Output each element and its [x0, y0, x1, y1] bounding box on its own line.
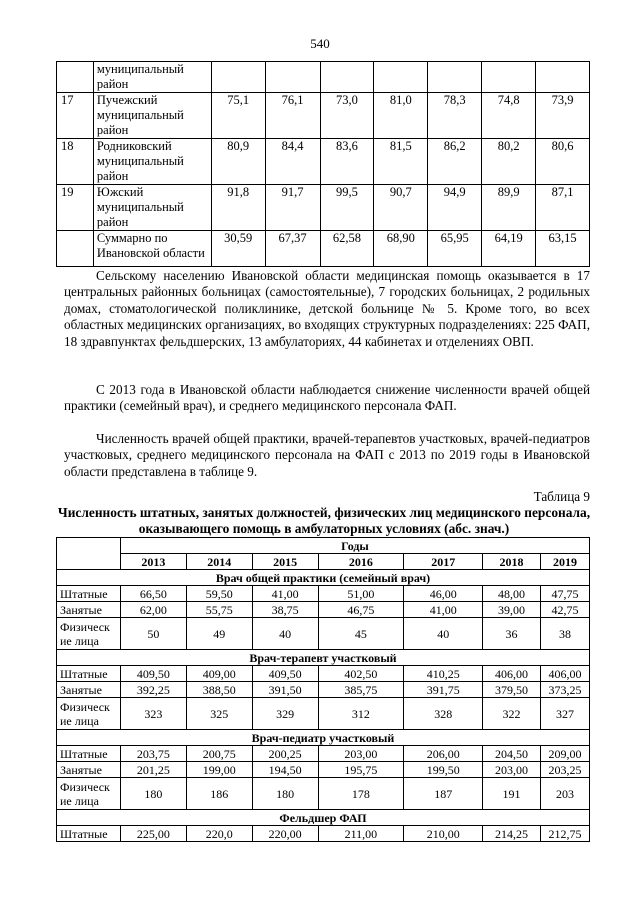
value-cell: 66,50: [120, 586, 186, 602]
value-cell: 195,75: [318, 762, 404, 778]
value-cell: 199,00: [186, 762, 252, 778]
value-cell: 214,25: [483, 826, 541, 842]
value-cell: 312: [318, 698, 404, 730]
value-cell: 64,19: [482, 231, 536, 267]
row-label: Занятые: [57, 682, 121, 698]
row-label: Штатные: [57, 826, 121, 842]
value-cell: 91,7: [265, 185, 320, 231]
value-cell: 74,8: [482, 93, 536, 139]
value-cell: 49: [186, 618, 252, 650]
table-row: [57, 698, 590, 730]
value-cell: [482, 62, 536, 93]
paragraph-rural-care: Сельскому населению Ивановской области медицинская помощь оказывается в 17 центральных районных больницах (самостоятельные), 7 городских больницах, 2 родильных домах, стоматологической поликлинике, детской больнице № 5. Кроме того, во всех областных медицинских организациях, во входящих структурных подразделениях: 225 ФАП, 18 здравпунктах фельдшерских, 13 амбулаториях, 44 кабинетах и отделениях ОВП.: [64, 268, 590, 349]
section-header: [57, 650, 590, 666]
row-label: Штатные: [57, 666, 121, 682]
value-cell: 86,2: [428, 139, 482, 185]
row-label: Физическ ие лица: [57, 778, 121, 810]
district-name: Южский муниципальный район: [93, 185, 211, 231]
table-row: [57, 762, 590, 778]
row-number: 18: [57, 139, 94, 185]
value-cell: 180: [120, 778, 186, 810]
year-header: 2016: [318, 554, 404, 570]
value-cell: 40: [404, 618, 483, 650]
row-label: Физическ ие лица: [57, 618, 121, 650]
value-cell: 191: [483, 778, 541, 810]
value-cell: 206,00: [404, 746, 483, 762]
value-cell: 328: [404, 698, 483, 730]
value-cell: 406,00: [541, 666, 590, 682]
section-header: [57, 570, 590, 586]
row-number: 17: [57, 93, 94, 139]
section-title: Фельдшер ФАП: [57, 810, 590, 826]
value-cell: 178: [318, 778, 404, 810]
value-cell: 41,00: [252, 586, 318, 602]
table-row: [57, 826, 590, 842]
value-cell: 210,00: [404, 826, 483, 842]
value-cell: 410,25: [404, 666, 483, 682]
value-cell: 91,8: [211, 185, 265, 231]
value-cell: 73,9: [536, 93, 590, 139]
value-cell: 325: [186, 698, 252, 730]
table-row: [57, 746, 590, 762]
value-cell: [320, 62, 374, 93]
table-row: [57, 666, 590, 682]
corner-cell: [57, 538, 121, 570]
value-cell: 81,0: [374, 93, 428, 139]
value-cell: 62,58: [320, 231, 374, 267]
value-cell: 200,75: [186, 746, 252, 762]
value-cell: 45: [318, 618, 404, 650]
value-cell: 203,00: [483, 762, 541, 778]
value-cell: 94,9: [428, 185, 482, 231]
value-cell: 78,3: [428, 93, 482, 139]
year-header: 2015: [252, 554, 318, 570]
value-cell: 80,9: [211, 139, 265, 185]
value-cell: 409,00: [186, 666, 252, 682]
value-cell: 409,50: [252, 666, 318, 682]
value-cell: 203,25: [541, 762, 590, 778]
table-row: [57, 185, 590, 231]
value-cell: 186: [186, 778, 252, 810]
value-cell: 46,00: [404, 586, 483, 602]
header-row: [57, 538, 590, 554]
value-cell: 65,95: [428, 231, 482, 267]
value-cell: 41,00: [404, 602, 483, 618]
table-row: [57, 586, 590, 602]
value-cell: 211,00: [318, 826, 404, 842]
value-cell: 62,00: [120, 602, 186, 618]
value-cell: 409,50: [120, 666, 186, 682]
value-cell: 225,00: [120, 826, 186, 842]
district-name: Суммарно по Ивановской области: [93, 231, 211, 267]
section-header: [57, 810, 590, 826]
value-cell: 194,50: [252, 762, 318, 778]
paragraph-table-ref: Численность врачей общей практики, врачей-терапевтов участковых, врачей-педиатров участковых, среднего медицинского персонала на ФАП с 2013 по 2019 годы в Ивановской области представлена в таблице 9.: [64, 431, 590, 479]
table-row: [57, 139, 590, 185]
value-cell: 199,50: [404, 762, 483, 778]
district-name: Родниковский муниципальный район: [93, 139, 211, 185]
value-cell: [428, 62, 482, 93]
district-name: Пучежский муниципальный район: [93, 93, 211, 139]
value-cell: 379,50: [483, 682, 541, 698]
row-number: [57, 62, 94, 93]
value-cell: 392,25: [120, 682, 186, 698]
district-name: муниципальный район: [93, 62, 211, 93]
years-row: [57, 554, 590, 570]
value-cell: 373,25: [541, 682, 590, 698]
value-cell: [536, 62, 590, 93]
row-label: Штатные: [57, 746, 121, 762]
value-cell: 385,75: [318, 682, 404, 698]
value-cell: 402,50: [318, 666, 404, 682]
value-cell: 80,6: [536, 139, 590, 185]
value-cell: 329: [252, 698, 318, 730]
value-cell: 47,75: [541, 586, 590, 602]
paragraph-decline: С 2013 года в Ивановской области наблюдается снижение численности врачей общей практики (семейный врач), и среднего медицинского персонала ФАП.: [64, 382, 590, 414]
value-cell: 220,0: [186, 826, 252, 842]
staff-table: [56, 537, 590, 842]
table-row: [57, 231, 590, 267]
section-header: [57, 730, 590, 746]
value-cell: 327: [541, 698, 590, 730]
table-row: [57, 778, 590, 810]
value-cell: 391,75: [404, 682, 483, 698]
value-cell: 89,9: [482, 185, 536, 231]
value-cell: [265, 62, 320, 93]
table-row: [57, 618, 590, 650]
value-cell: 68,90: [374, 231, 428, 267]
value-cell: [374, 62, 428, 93]
value-cell: 209,00: [541, 746, 590, 762]
value-cell: 59,50: [186, 586, 252, 602]
value-cell: 76,1: [265, 93, 320, 139]
section-title: Врач-педиатр участковый: [57, 730, 590, 746]
row-label: Физическ ие лица: [57, 698, 121, 730]
value-cell: 55,75: [186, 602, 252, 618]
value-cell: 220,00: [252, 826, 318, 842]
year-header: 2014: [186, 554, 252, 570]
value-cell: 187: [404, 778, 483, 810]
value-cell: 80,2: [482, 139, 536, 185]
value-cell: 391,50: [252, 682, 318, 698]
value-cell: 406,00: [483, 666, 541, 682]
value-cell: 36: [483, 618, 541, 650]
value-cell: 322: [483, 698, 541, 730]
value-cell: 39,00: [483, 602, 541, 618]
value-cell: 203: [541, 778, 590, 810]
value-cell: 63,15: [536, 231, 590, 267]
section-title: Врач общей практики (семейный врач): [57, 570, 590, 586]
year-header: 2019: [541, 554, 590, 570]
value-cell: 388,50: [186, 682, 252, 698]
value-cell: 67,37: [265, 231, 320, 267]
row-label: Штатные: [57, 586, 121, 602]
table-row: [57, 93, 590, 139]
table-label: Таблица 9: [533, 489, 590, 504]
table-row: [57, 682, 590, 698]
year-header: 2013: [120, 554, 186, 570]
value-cell: 87,1: [536, 185, 590, 231]
value-cell: [211, 62, 265, 93]
value-cell: 90,7: [374, 185, 428, 231]
value-cell: 99,5: [320, 185, 374, 231]
page-number: 540: [310, 36, 330, 51]
row-number: [57, 231, 94, 267]
value-cell: 81,5: [374, 139, 428, 185]
value-cell: 38: [541, 618, 590, 650]
row-label: Занятые: [57, 762, 121, 778]
years-header: Годы: [120, 538, 589, 554]
value-cell: 75,1: [211, 93, 265, 139]
year-header: 2017: [404, 554, 483, 570]
value-cell: 73,0: [320, 93, 374, 139]
table-title: Численность штатных, занятых должностей, физических лиц медицинского персонала, оказывающего помощь в амбулаторных условиях (абс. знач.): [57, 505, 591, 536]
value-cell: 203,00: [318, 746, 404, 762]
value-cell: 200,25: [252, 746, 318, 762]
value-cell: 42,75: [541, 602, 590, 618]
value-cell: 84,4: [265, 139, 320, 185]
section-title: Врач-терапевт участковый: [57, 650, 590, 666]
value-cell: 83,6: [320, 139, 374, 185]
value-cell: 201,25: [120, 762, 186, 778]
value-cell: 50: [120, 618, 186, 650]
value-cell: 30,59: [211, 231, 265, 267]
value-cell: 51,00: [318, 586, 404, 602]
district-values-table: [56, 61, 590, 267]
year-header: 2018: [483, 554, 541, 570]
table-row: [57, 62, 590, 93]
value-cell: 203,75: [120, 746, 186, 762]
value-cell: 38,75: [252, 602, 318, 618]
value-cell: 46,75: [318, 602, 404, 618]
value-cell: 204,50: [483, 746, 541, 762]
value-cell: 180: [252, 778, 318, 810]
row-number: 19: [57, 185, 94, 231]
value-cell: 323: [120, 698, 186, 730]
table-row: [57, 602, 590, 618]
row-label: Занятые: [57, 602, 121, 618]
value-cell: 212,75: [541, 826, 590, 842]
value-cell: 40: [252, 618, 318, 650]
value-cell: 48,00: [483, 586, 541, 602]
